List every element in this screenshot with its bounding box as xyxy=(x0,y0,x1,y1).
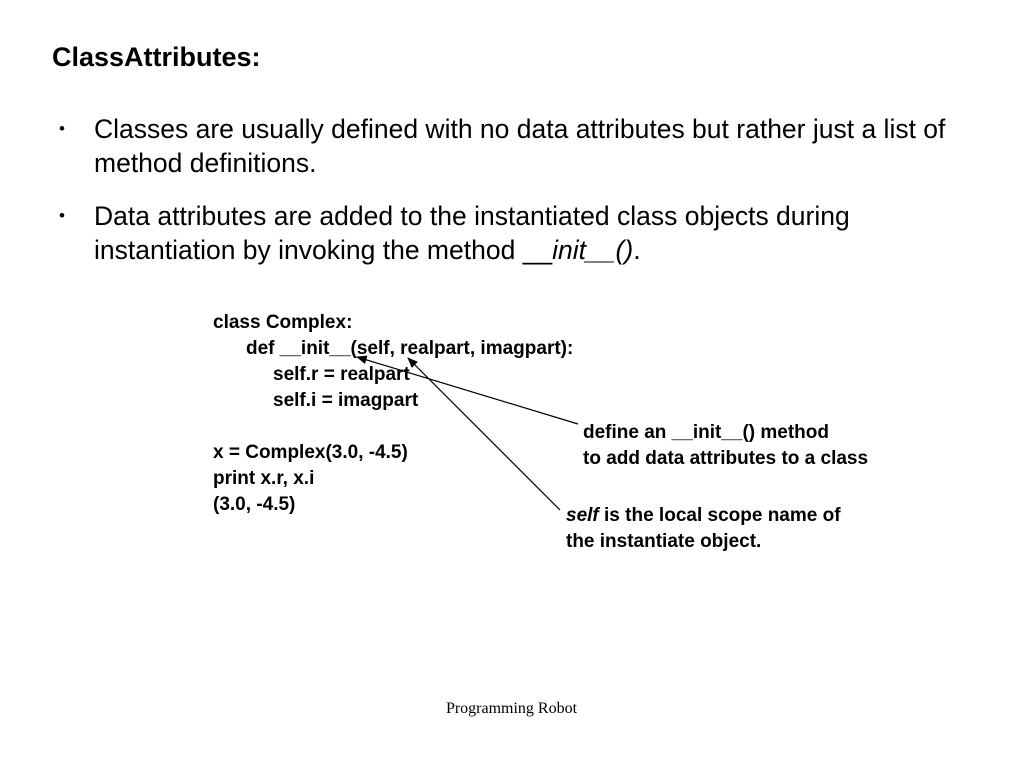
code-line: print x.r, x.i xyxy=(213,468,315,489)
code-line: def __init__(self, realpart, imagpart): xyxy=(246,338,574,359)
bullet-emphasis: init__() xyxy=(552,235,634,265)
bullet-text: Data attributes are added to the instantiated class objects during instantiation by invoking the method xyxy=(94,201,850,265)
code-line: self.r = realpart xyxy=(273,364,410,385)
self-annotation-emphasis: self xyxy=(566,505,599,526)
init-annotation-line1: define an __init__() method xyxy=(583,422,829,443)
code-line: (3.0, -4.5) xyxy=(213,494,296,515)
init-arrow xyxy=(357,357,578,424)
slide-title: ClassAttributes: xyxy=(52,42,261,72)
footer: Programming Robot xyxy=(445,700,578,717)
code-line: self.i = imagpart xyxy=(273,390,419,411)
code-line: x = Complex(3.0, -4.5) xyxy=(213,442,408,463)
init-annotation-line2: to add data attributes to a class xyxy=(583,448,869,469)
self-annotation-line2: the instantiate object. xyxy=(566,531,762,552)
bullet-marker: • xyxy=(59,206,65,225)
bullet-text: Classes are usually defined with no data attributes but rather just a list of method definitions. xyxy=(94,114,946,178)
self-annotation-rest: is the local scope name of xyxy=(598,505,841,526)
bullet-text-end: . xyxy=(633,235,641,265)
bullet-marker: • xyxy=(59,119,65,138)
self-arrow xyxy=(408,358,560,510)
code-line: class Complex: xyxy=(213,312,353,333)
bullet-underscores: __ xyxy=(522,235,553,265)
